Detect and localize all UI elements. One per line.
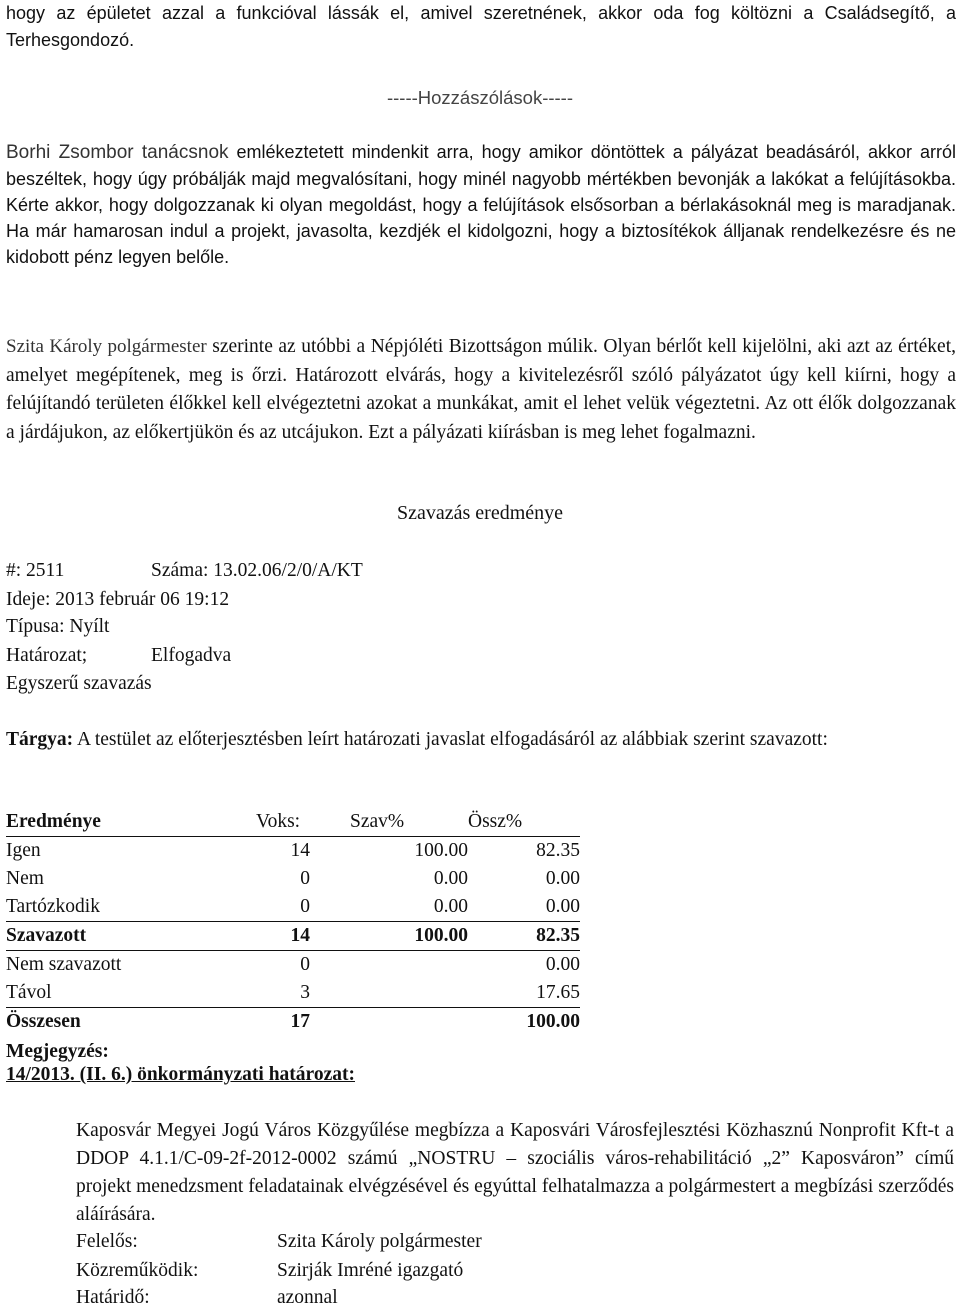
row-ossz: 0.00	[545, 954, 580, 975]
row-szav: 0.00	[433, 868, 468, 889]
row-ossz: 17.65	[468, 979, 580, 1008]
row-label: Nem	[6, 868, 44, 889]
felelos-value: Szita Károly polgármester	[277, 1231, 482, 1252]
kozremukodik-line	[76, 1256, 463, 1285]
results-header-row	[6, 808, 580, 837]
comments-header: -----Hozzászólások-----	[386, 87, 574, 108]
table-row	[6, 893, 580, 922]
felelos-line	[76, 1227, 482, 1256]
hatarozat-value: Elfogadva	[151, 645, 232, 666]
row-label: Távol	[6, 979, 166, 1008]
table-row	[6, 979, 580, 1008]
row-voks: 14	[166, 922, 310, 951]
row-voks: 17	[290, 1011, 310, 1032]
vote-szama: Száma: 13.02.06/2/0/A/KT	[151, 560, 363, 581]
row-ossz: 100.00	[526, 1011, 580, 1032]
row-voks: 14	[290, 840, 310, 861]
row-szav: 100.00	[414, 840, 468, 861]
row-voks: 3	[166, 979, 310, 1008]
row-label: Tartózkodik	[6, 893, 166, 922]
row-label: Nem szavazott	[6, 954, 122, 975]
vote-number: #: 2511	[6, 560, 65, 581]
note-label: Megjegyzés:	[6, 1041, 109, 1062]
row-label: Igen	[6, 840, 41, 861]
speaker-name: Szita Károly polgármester	[6, 336, 207, 357]
row-label: Összesen	[6, 1011, 81, 1032]
vote-tipusa: Típusa: Nyílt	[6, 616, 110, 637]
intro-paragraph: hogy az épületet azzal a funkcióval lássák el, amivel szeretnének, akkor oda fog költözni a Családsegítő, a Terhesgondozó.	[6, 3, 956, 50]
row-ossz: 0.00	[545, 868, 580, 889]
resolution-text: Kaposvár Megyei Jogú Város Közgyűlése megbízza a Kaposvári Városfejlesztési Közhasznú Nonprofit Kft-t a DDOP 4.1.1/C-09-2f-2012-0002 számú „NOSTRU – szociális város-rehabilitáció „2” Kaposváron” című projekt menedzsment feladatainak elvégzésével és egyúttal felhatalmazza a polgármestert a megbízási szerződés aláírására.	[76, 1120, 954, 1225]
header-szav: Szav%	[310, 808, 468, 837]
resolution-title: 14/2013. (II. 6.) önkormányzati határozat:	[6, 1064, 355, 1085]
header-voks: Voks:	[166, 808, 310, 837]
row-voks: 0	[300, 954, 310, 975]
vote-result-title: Szavazás eredménye	[396, 502, 563, 524]
comment-szita	[6, 333, 956, 447]
vote-subject	[6, 727, 946, 753]
comment-borhi	[6, 139, 956, 270]
speaker-name: Borhi Zsombor tanácsnok	[6, 142, 229, 163]
row-ossz: 82.35	[536, 840, 580, 861]
table-row	[6, 922, 580, 951]
table-row	[6, 1008, 580, 1037]
results-table	[6, 808, 580, 1036]
kozremukodik-value: Szirják Imréné igazgató	[277, 1260, 464, 1281]
felelos-label: Felelős:	[76, 1231, 138, 1252]
row-ossz: 0.00	[468, 893, 580, 922]
row-szav	[310, 1008, 468, 1037]
subject-text: A testület az előterjesztésben leírt határozati javaslat elfogadásáról az alábbiak szerint szavazott:	[73, 729, 828, 750]
table-row	[6, 837, 580, 866]
vote-ideje: Ideje: 2013 február 06 19:12	[6, 589, 230, 610]
vote-number-line	[6, 556, 363, 586]
row-szav: 0.00	[310, 893, 468, 922]
header-eredmenye: Eredménye	[6, 808, 166, 837]
hatarozat-label: Határozat;	[6, 645, 88, 666]
row-szav	[310, 951, 468, 980]
row-szav	[310, 979, 468, 1008]
hatarido-label: Határidő:	[76, 1287, 150, 1308]
comment-text: szerinte az utóbbi a Népjóléti Bizottságon múlik. Olyan bérlőt kell kijelölni, aki azt az értéket, amelyet megépítenek, meg is őrzi. Határozott elvárás, hogy a kivitelezésről szóló pályázatot úgy kell kiírni, hogy a felújítandó területen élőkkel kell elvégeztetni azokat a munkákat, amit el lehet velük végeztetni. Az ott élők dolgozzanak a járdájukon, az előkertjükön és az utcájukon. Ezt a pályázati kiírásban is meg lehet fogalmazni.	[6, 336, 957, 443]
vote-hatarozat-line	[6, 641, 231, 671]
comment-text: emlékeztetett mindenkit arra, hogy amikor döntöttek a pályázat beadásáról, akkor arról beszéltek, hogy úgy próbálják majd megvalósítani, hogy minél nagyobb mértékben bevonják a lakókat a felújításokba. Kérte akkor, hogy dolgozzanak ki olyan megoldást, hogy a felújítások elsősorban a bérlakásoknál meg is maradjanak. Ha már hamarosan indul a projekt, javasolta, kezdjék el kidolgozni, hogy a biztosítékok álljanak rendelkezésre és ne kidobott pénz legyen belőle.	[6, 142, 956, 267]
row-voks: 0	[300, 868, 310, 889]
row-szav: 100.00	[310, 922, 468, 951]
table-row	[6, 951, 580, 980]
vote-mode: Egyszerű szavazás	[6, 673, 152, 694]
hatarido-value: azonnal	[277, 1287, 338, 1308]
row-ossz: 82.35	[468, 922, 580, 951]
row-voks: 0	[166, 893, 310, 922]
table-row	[6, 865, 580, 893]
subject-label: Tárgya:	[6, 729, 74, 750]
header-ossz: Össz%	[468, 808, 580, 837]
row-label: Szavazott	[6, 922, 166, 951]
kozremukodik-label: Közreműködik:	[76, 1260, 199, 1281]
